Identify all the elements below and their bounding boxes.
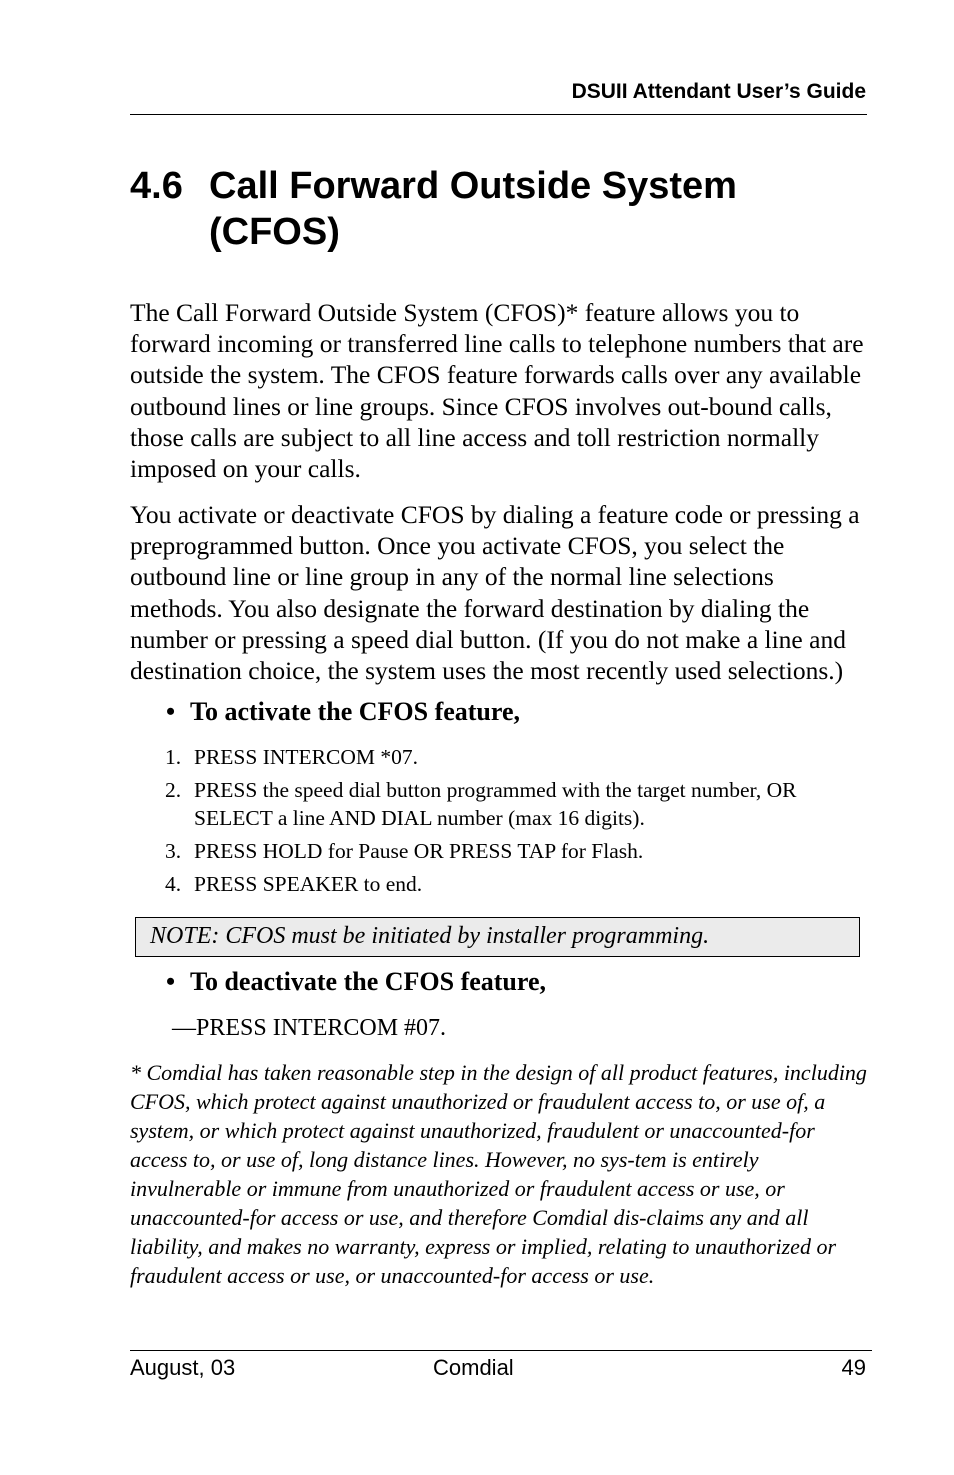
footer-date: August, 03	[130, 1355, 236, 1380]
running-header: DSUII Attendant User’s Guide	[571, 80, 866, 103]
step-number: 3.	[165, 839, 182, 863]
activation-paragraph: You activate or deactivate CFOS by dialing a feature code or pressing a preprogrammed button. Once you activate CFOS, you select the outbound line or line group in any of the normal line selections methods. You also designate the forward destination by dialing the number or pressing a speed dial button. (If you do not make a line and destination choice, the system uses the most recently used selections.)	[130, 500, 860, 686]
step-number: 1.	[165, 745, 182, 769]
bullet-icon: •	[166, 967, 176, 996]
step-number: 4.	[165, 872, 182, 896]
note-box	[135, 917, 860, 957]
step-item	[165, 776, 865, 832]
step-item	[165, 837, 865, 865]
intro-paragraph: The Call Forward Outside System (CFOS)* feature allows you to forward incoming or transferred line calls to telephone numbers that are outside the system. The CFOS feature forwards calls over any available outbound lines or line groups. Since CFOS involves out-bound calls, those calls are subject to all line access and toll restriction normally imposed on your calls.	[130, 298, 864, 484]
footer-divider	[130, 1350, 872, 1351]
step-text: PRESS HOLD for Pause OR PRESS TAP for Flash.	[194, 839, 644, 863]
section-title-line2: (CFOS)	[209, 211, 340, 253]
step-item	[165, 743, 865, 771]
activate-heading-text: To activate the CFOS feature,	[190, 697, 521, 726]
deactivate-step: —PRESS INTERCOM #07.	[172, 1015, 447, 1041]
activate-heading	[166, 697, 520, 727]
note-text: NOTE: CFOS must be initiated by installer programming.	[150, 923, 710, 949]
section-heading	[130, 163, 867, 255]
deactivate-heading-text: To deactivate the CFOS feature,	[190, 967, 547, 996]
bullet-icon: •	[166, 697, 176, 726]
page-number: 49	[841, 1355, 866, 1380]
footnote: * Comdial has taken reasonable step in the design of all product features, including CFOS, which protect against unauthorized or fraudulent access to, or use of, a system, or which protect against unauthorized, fraudulent or unaccounted-for access to, or use of, long distance lines. However, no sys-tem is entirely invulnerable or immune from unauthorized or fraudulent access or use, or unaccounted-for access or use, and therefore Comdial dis-claims any and all liability, and makes no warranty, express or implied, relating to unauthorized or fraudulent access or use, or unaccounted-for access or use.	[130, 1060, 867, 1288]
step-item	[165, 870, 865, 898]
deactivate-heading	[166, 967, 546, 997]
header-divider	[130, 114, 867, 115]
section-number: 4.6	[130, 165, 183, 207]
step-text: PRESS SPEAKER to end.	[194, 872, 423, 896]
step-text: PRESS the speed dial button programmed with the target number, OR SELECT a line AND DIAL number (max 16 digits).	[194, 778, 797, 830]
step-text: PRESS INTERCOM *07.	[194, 745, 418, 769]
step-number: 2.	[165, 778, 182, 802]
section-title-line1: Call Forward Outside System	[209, 165, 737, 207]
footer-company: Comdial	[433, 1355, 514, 1380]
activate-steps-list	[165, 743, 865, 903]
